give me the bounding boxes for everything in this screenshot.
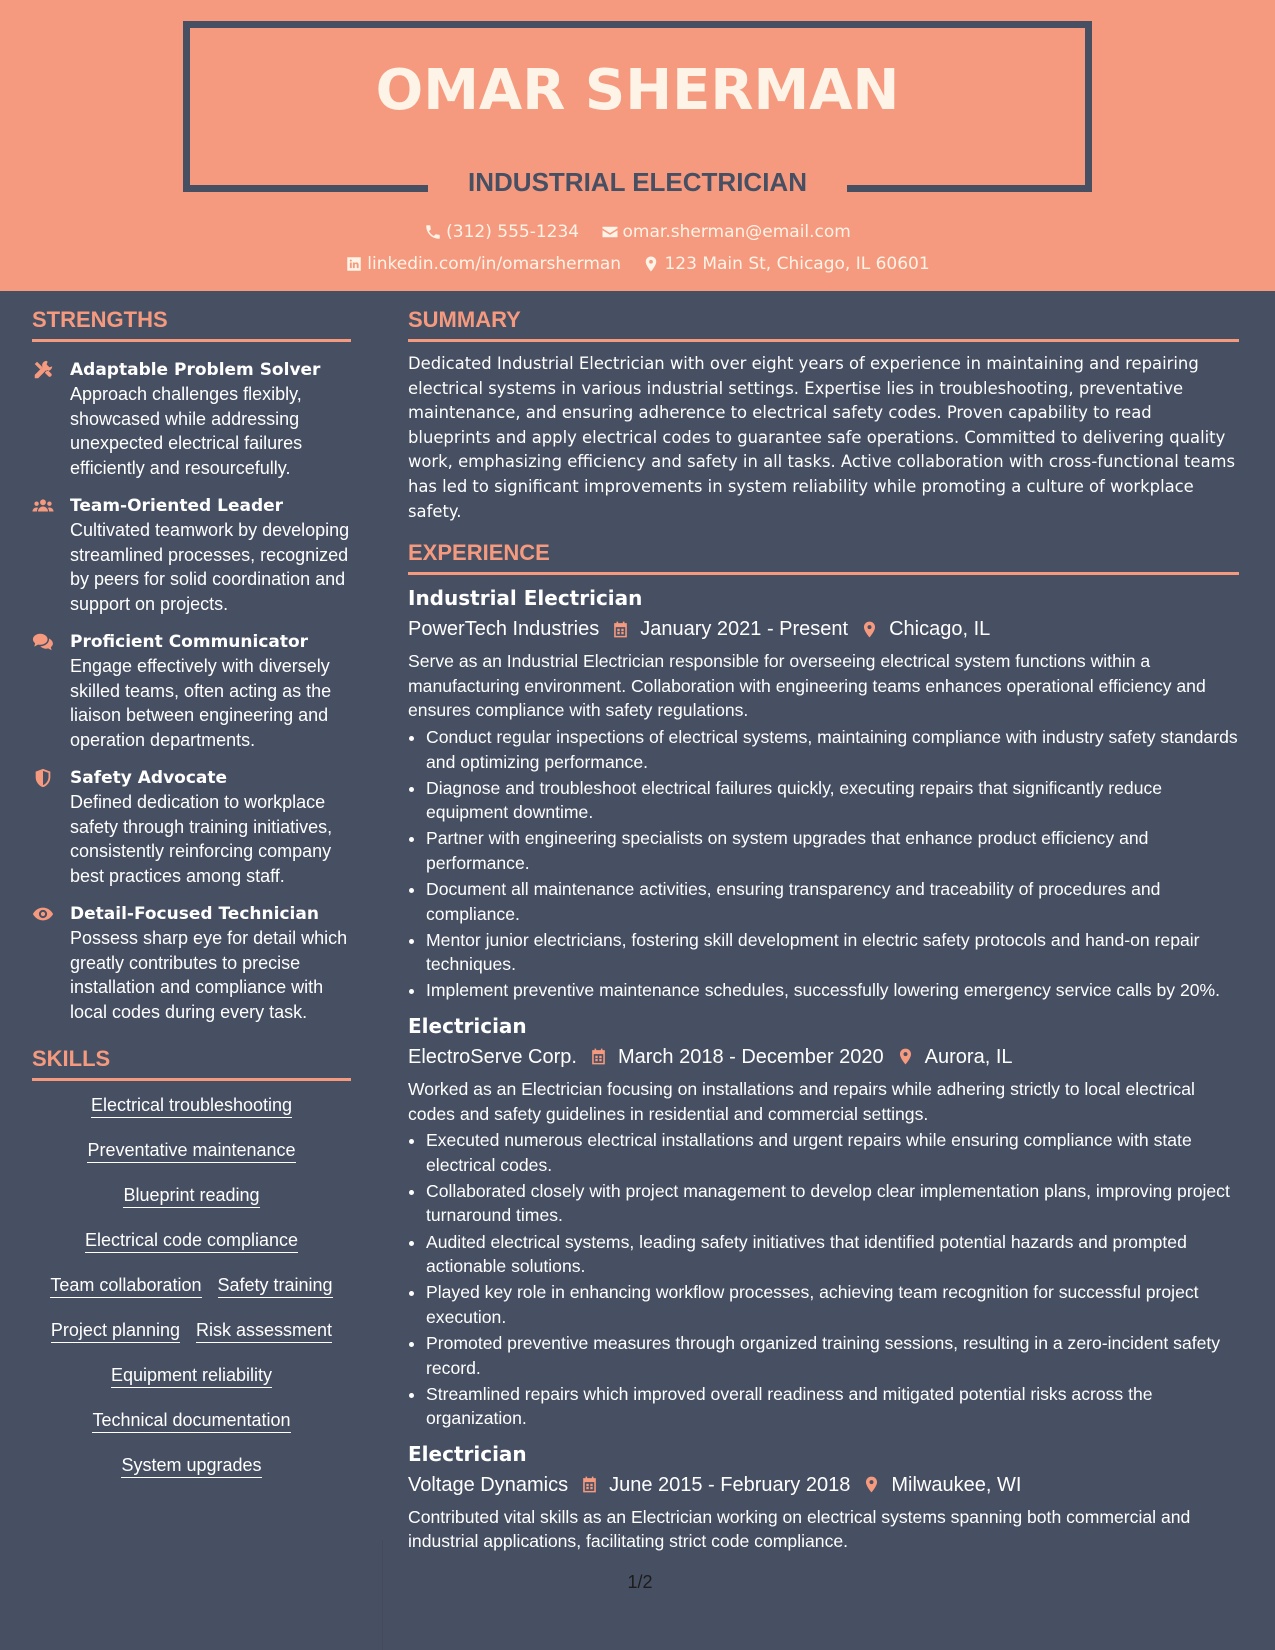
main-column [408, 291, 1239, 1554]
job-company: Voltage Dynamics [408, 1473, 569, 1496]
skill-tag: Safety training [218, 1275, 333, 1298]
skills-list [32, 1095, 351, 1480]
strengths-heading: STRENGTHS [32, 307, 351, 342]
strength-desc: Defined dedication to workplace safety through training initiatives, consistently reinforcing company best practices among staff. [70, 792, 333, 886]
job-bullet: • Streamlined repairs which improved overall readiness and mitigated potential risks across the organization. [426, 1382, 1239, 1431]
strength-item [32, 766, 351, 888]
job-bullet: • Collaborated closely with project management to develop clear implementation plans, improving project turnaround times. [426, 1179, 1239, 1228]
frame-bottom-right [847, 185, 1092, 192]
strength-item [32, 630, 351, 752]
skill-tag: System upgrades [121, 1455, 261, 1478]
summary-heading: SUMMARY [408, 307, 1239, 342]
skill-tag: Electrical code compliance [85, 1230, 298, 1253]
job-dates: January 2021 - Present [640, 618, 849, 641]
skill-tag: Electrical troubleshooting [91, 1095, 292, 1118]
eye-icon [32, 903, 54, 925]
phone-text: (312) 555-1234 [446, 222, 580, 242]
strength-desc: Cultivated teamwork by developing streamlined processes, recognized by peers for solid coordination and support on projects. [70, 520, 350, 614]
job-meta [408, 1469, 1239, 1501]
skill-tag: Project planning [51, 1320, 180, 1343]
job-bullet: • Conduct regular inspections of electrical systems, maintaining compliance with industry safety standards and optimizing performance. [426, 725, 1239, 774]
job-dates: March 2018 - December 2020 [617, 1045, 884, 1068]
job-bullet: • Diagnose and troubleshoot electrical failures quickly, executing repairs that significantly reduce equipment downtime. [426, 776, 1239, 825]
job-location: Chicago, IL [889, 618, 991, 641]
email-text: omar.sherman@email.com [622, 222, 851, 242]
summary-text: Dedicated Industrial Electrician with over eight years of experience in maintaining and repairing electrical systems in various industrial settings. Expertise lies in troubleshooting, preventative maintenance, and ensuring adherence to electrical safety codes. Proven capability to read blueprints and apply electrical codes to guarantee safe operations. Committed to delivering quality work, emphasizing efficiency and safety in all tasks. Active collaboration with cross-functional teams has led to significant improvements in system reliability while promoting a culture of workplace safety. [408, 354, 1236, 521]
skills-heading: SKILLS [32, 1046, 351, 1081]
shield-icon [32, 767, 54, 789]
job-bullets [408, 1128, 1239, 1431]
linkedin-text: linkedin.com/in/omarsherman [367, 254, 622, 274]
job-entry [408, 1011, 1239, 1431]
calendar-icon [589, 1047, 608, 1066]
job-company: PowerTech Industries [408, 618, 600, 641]
job-bullets [408, 725, 1239, 1003]
strength-item [32, 902, 351, 1024]
job-description: Worked as an Electrician focusing on installations and repairs while adhering strictly to local electrical codes and safety guidelines in residential and commercial settings. [408, 1078, 1195, 1124]
linkedin-icon [345, 255, 363, 273]
map-pin-icon [642, 255, 660, 273]
address-contact [642, 254, 929, 274]
job-entry [408, 583, 1239, 1003]
strength-desc: Approach challenges flexibly, showcased while addressing unexpected electrical failures efficiently and resourcefully. [70, 384, 303, 478]
map-pin-icon [896, 1047, 915, 1066]
job-bullet: • Audited electrical systems, leading safety initiatives that identified potential hazards and prompted actionable solutions. [426, 1230, 1239, 1279]
sidebar [32, 291, 351, 1500]
job-company: ElectroServe Corp. [408, 1045, 577, 1068]
job-bullet: • Played key role in enhancing workflow processes, achieving team recognition for successful project execution. [426, 1280, 1239, 1329]
experience-heading: EXPERIENCE [408, 540, 1239, 575]
column-divider [382, 1540, 383, 1650]
frame-bottom-left [183, 185, 428, 192]
map-pin-icon [862, 1475, 881, 1494]
job-description: Contributed vital skills as an Electrician working on electrical systems spanning both commercial and industrial applications, facilitating strict code compliance. [408, 1506, 1191, 1552]
linkedin-contact[interactable] [345, 254, 621, 274]
strength-desc: Possess sharp eye for detail which greatly contributes to precise installation and compliance with local codes during every task. [70, 928, 348, 1022]
job-role: Electrician [408, 1441, 527, 1466]
job-bullet: • Executed numerous electrical installations and urgent repairs while ensuring compliance with state electrical codes. [426, 1128, 1239, 1177]
skill-tag: Risk assessment [196, 1320, 332, 1343]
job-location: Milwaukee, WI [891, 1473, 1022, 1496]
tools-icon [32, 359, 54, 381]
contact-row-1 [0, 222, 1275, 246]
job-bullet: • Implement preventive maintenance schedules, successfully lowering emergency service calls by 20%. [426, 978, 1239, 1003]
strength-title: Safety Advocate [70, 768, 228, 788]
strength-title: Team-Oriented Leader [70, 496, 284, 516]
address-text: 123 Main St, Chicago, IL 60601 [664, 254, 930, 274]
phone-contact[interactable] [424, 222, 579, 242]
job-meta [408, 613, 1239, 645]
email-contact[interactable] [601, 222, 851, 242]
envelope-icon [601, 223, 619, 241]
job-role: Industrial Electrician [408, 586, 643, 611]
job-bullet: • Document all maintenance activities, ensuring transparency and traceability of procedures and compliance. [426, 877, 1239, 926]
contact-row-2 [0, 254, 1275, 278]
users-icon [32, 495, 54, 517]
strength-title: Proficient Communicator [70, 632, 309, 652]
skill-tag: Team collaboration [50, 1275, 201, 1298]
skill-tag: Technical documentation [92, 1410, 290, 1433]
candidate-title: INDUSTRIAL ELECTRICIAN [468, 167, 807, 197]
calendar-icon [611, 620, 630, 639]
job-description: Serve as an Industrial Electrician responsible for overseeing electrical system functions within a manufacturing environment. Collaboration with engineering teams enhances operational efficiency and ensures compliance with safety regulations. [408, 651, 1206, 721]
job-dates: June 2015 - February 2018 [609, 1473, 851, 1496]
phone-icon [424, 223, 442, 241]
job-meta [408, 1041, 1239, 1073]
map-pin-icon [860, 620, 879, 639]
strength-title: Detail-Focused Technician [70, 904, 319, 924]
skill-tag: Equipment reliability [111, 1365, 272, 1388]
strength-item [32, 358, 351, 480]
comments-icon [32, 631, 54, 653]
skill-tag: Preventative maintenance [87, 1140, 295, 1163]
skill-tag: Blueprint reading [123, 1185, 259, 1208]
resume-header [0, 0, 1275, 291]
job-bullet: • Partner with engineering specialists on system upgrades that enhance product efficiency and performance. [426, 826, 1239, 875]
job-bullet: • Mentor junior electricians, fostering skill development in electric safety protocols and hand-on repair techniques. [426, 928, 1239, 977]
calendar-icon [580, 1475, 599, 1494]
strength-title: Adaptable Problem Solver [70, 360, 321, 380]
strength-item [32, 494, 351, 616]
job-role: Electrician [408, 1013, 527, 1038]
job-location: Aurora, IL [924, 1045, 1013, 1068]
job-bullet: • Promoted preventive measures through organized training sessions, resulting in a zero-incident safety record. [426, 1331, 1239, 1380]
strength-desc: Engage effectively with diversely skilled teams, often acting as the liaison between engineering and operation departments. [70, 656, 332, 750]
job-entry [408, 1439, 1239, 1554]
candidate-name: OMAR SHERMAN [375, 58, 900, 123]
page-number: 1/2 [627, 1572, 653, 1592]
